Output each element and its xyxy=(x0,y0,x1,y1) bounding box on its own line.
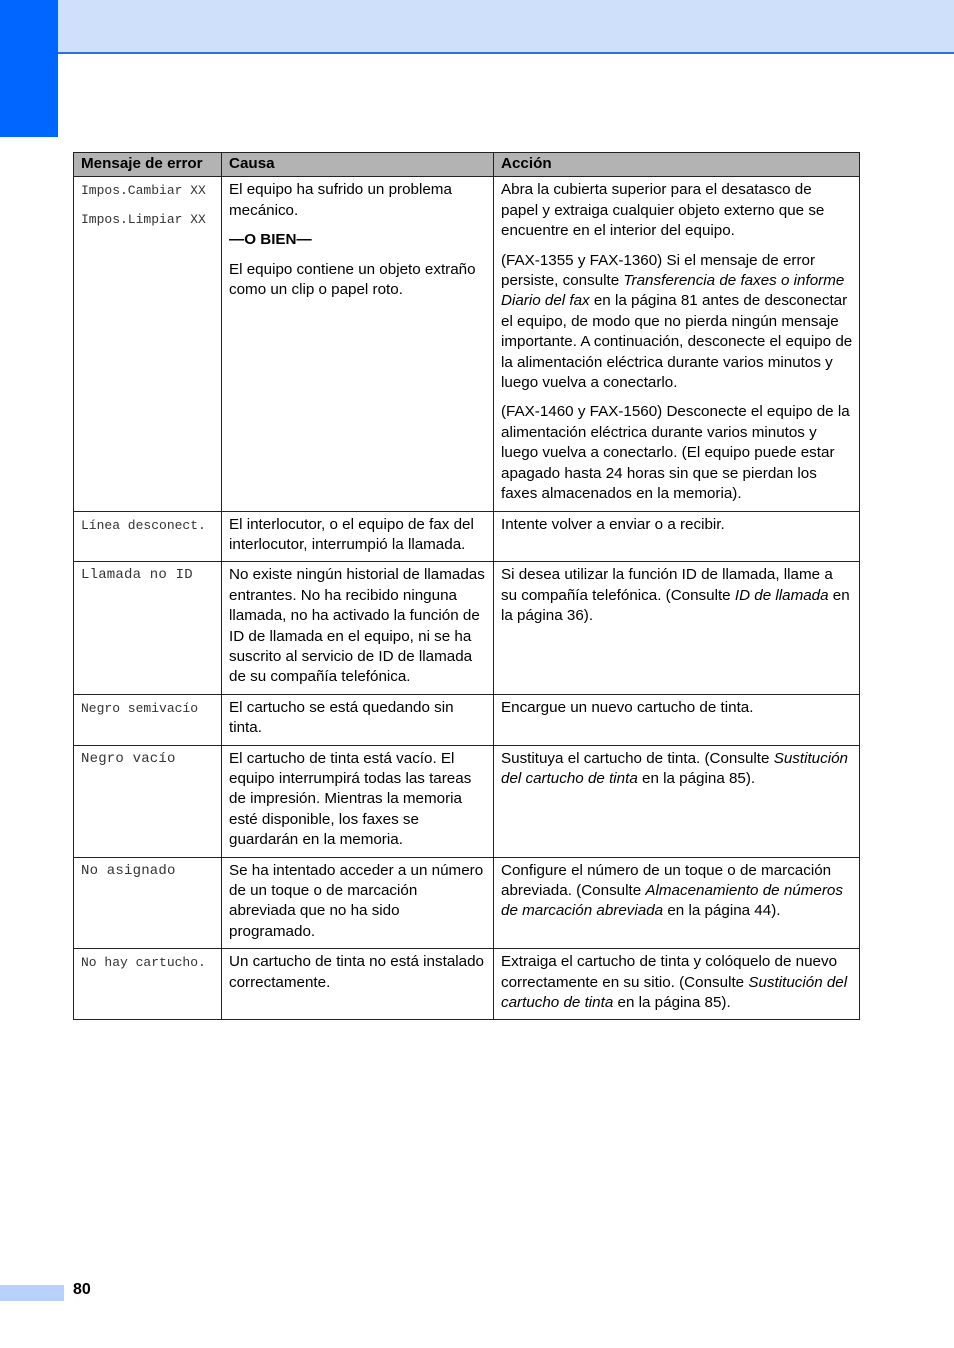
action-cell: Encargue un nuevo cartucho de tinta. xyxy=(494,694,860,745)
footer-band xyxy=(0,1285,64,1301)
message-cell xyxy=(74,694,222,745)
table-row xyxy=(74,562,860,694)
table-row xyxy=(74,511,860,562)
message-cell xyxy=(74,511,222,562)
error-message: Impos.Cambiar XX xyxy=(81,183,206,199)
cause-cell: El cartucho se está quedando sin tinta. xyxy=(222,694,494,745)
error-message: Impos.Limpiar XX xyxy=(81,212,206,228)
error-message: No asignado xyxy=(81,862,176,879)
reference-link: ID de llamada xyxy=(734,586,829,604)
cause-cell xyxy=(222,177,494,511)
cause-cell: El cartucho de tinta está vacío. El equipo interrumpirá todas las tareas de impresión. Mientras la memoria esté disponible, los faxes se guardarán en la memoria. xyxy=(222,745,494,857)
error-message: Línea desconect. xyxy=(81,517,206,533)
action-text: (FAX-1355 y FAX-1360) Si el mensaje de error persiste, consulte Transferencia de faxes o informe Diario del fax en la página 81 antes de desconectar el equipo, de modo que no pierda ningún mensaje importante. A continuación, desconecte el equipo de la alimentación eléctrica durante varios minutos y luego vuelva a conectarlo. xyxy=(501,251,853,392)
cause-cell: No existe ningún historial de llamadas entrantes. No ha recibido ninguna llamada, no ha activado la función de ID de llamada en el equipo, ni se ha suscrito al servicio de ID de llamada de su compañía telefónica. xyxy=(222,562,494,694)
table-row xyxy=(74,177,860,511)
page-number: 80 xyxy=(73,1281,91,1298)
reference-link: Transferencia de faxes o informe Diario del fax xyxy=(501,272,845,310)
message-cell xyxy=(74,745,222,857)
cause-text: El equipo ha sufrido un problema mecánico. xyxy=(229,181,452,219)
action-cell: Configure el número de un toque o de marcación abreviada. (Consulte Almacenamiento de números de marcación abreviada en la página 44). xyxy=(494,857,860,949)
error-messages-table xyxy=(73,152,860,1020)
table-row xyxy=(74,857,860,949)
or-separator: —O BIEN— xyxy=(229,231,312,249)
reference-link: Sustitución del cartucho de tinta xyxy=(501,973,848,1012)
message-cell xyxy=(74,949,222,1020)
message-cell xyxy=(74,177,222,511)
table-header-row xyxy=(74,153,860,177)
action-cell: Sustituya el cartucho de tinta. (Consulte Sustitución del cartucho de tinta en la página 85). xyxy=(494,745,860,857)
header-message: Mensaje de error xyxy=(74,153,222,177)
action-text: (FAX-1460 y FAX-1560) Desconecte el equipo de la alimentación eléctrica durante varios minutos y luego vuelva a conectarlo. (El equipo puede estar apagado hasta 24 horas sin que se pierdan los faxes almacenados en la memoria). xyxy=(501,403,850,503)
cause-cell: El interlocutor, o el equipo de fax del interlocutor, interrumpió la llamada. xyxy=(222,511,494,562)
action-cell: Extraiga el cartucho de tinta y colóquelo de nuevo correctamente en su sitio. (Consulte Sustitución del cartucho de tinta en la página 85). xyxy=(494,949,860,1020)
message-cell xyxy=(74,562,222,694)
table-row xyxy=(74,694,860,745)
cause-cell: Se ha intentado acceder a un número de un toque o de marcación abreviada que no ha sido programado. xyxy=(222,857,494,949)
action-cell: Intente volver a enviar o a recibir. xyxy=(494,511,860,562)
chapter-tab xyxy=(0,0,58,137)
error-message: Negro vacío xyxy=(81,750,176,767)
action-cell: Si desea utilizar la función ID de llamada, llame a su compañía telefónica. (Consulte ID de llamada en la página 36). xyxy=(494,562,860,694)
reference-link: Almacenamiento de números de marcación abreviada xyxy=(501,882,843,920)
header-cause: Causa xyxy=(222,153,494,177)
message-cell xyxy=(74,857,222,949)
action-cell xyxy=(494,177,860,511)
table-row xyxy=(74,745,860,857)
error-message: Negro semivacío xyxy=(81,700,199,716)
error-message: No hay cartucho. xyxy=(81,955,206,971)
header-action: Acción xyxy=(494,153,860,177)
action-text: Abra la cubierta superior para el desatasco de papel y extraiga cualquier objeto externo que se encuentre en el interior del equipo. xyxy=(501,181,825,240)
reference-link: Sustitución del cartucho de tinta xyxy=(501,749,848,787)
cause-text: El equipo contiene un objeto extraño como un clip o papel roto. xyxy=(229,260,476,299)
error-message: Llamada no ID xyxy=(81,567,193,584)
header-band xyxy=(0,0,954,54)
table-row xyxy=(74,949,860,1020)
cause-cell: Un cartucho de tinta no está instalado correctamente. xyxy=(222,949,494,1020)
